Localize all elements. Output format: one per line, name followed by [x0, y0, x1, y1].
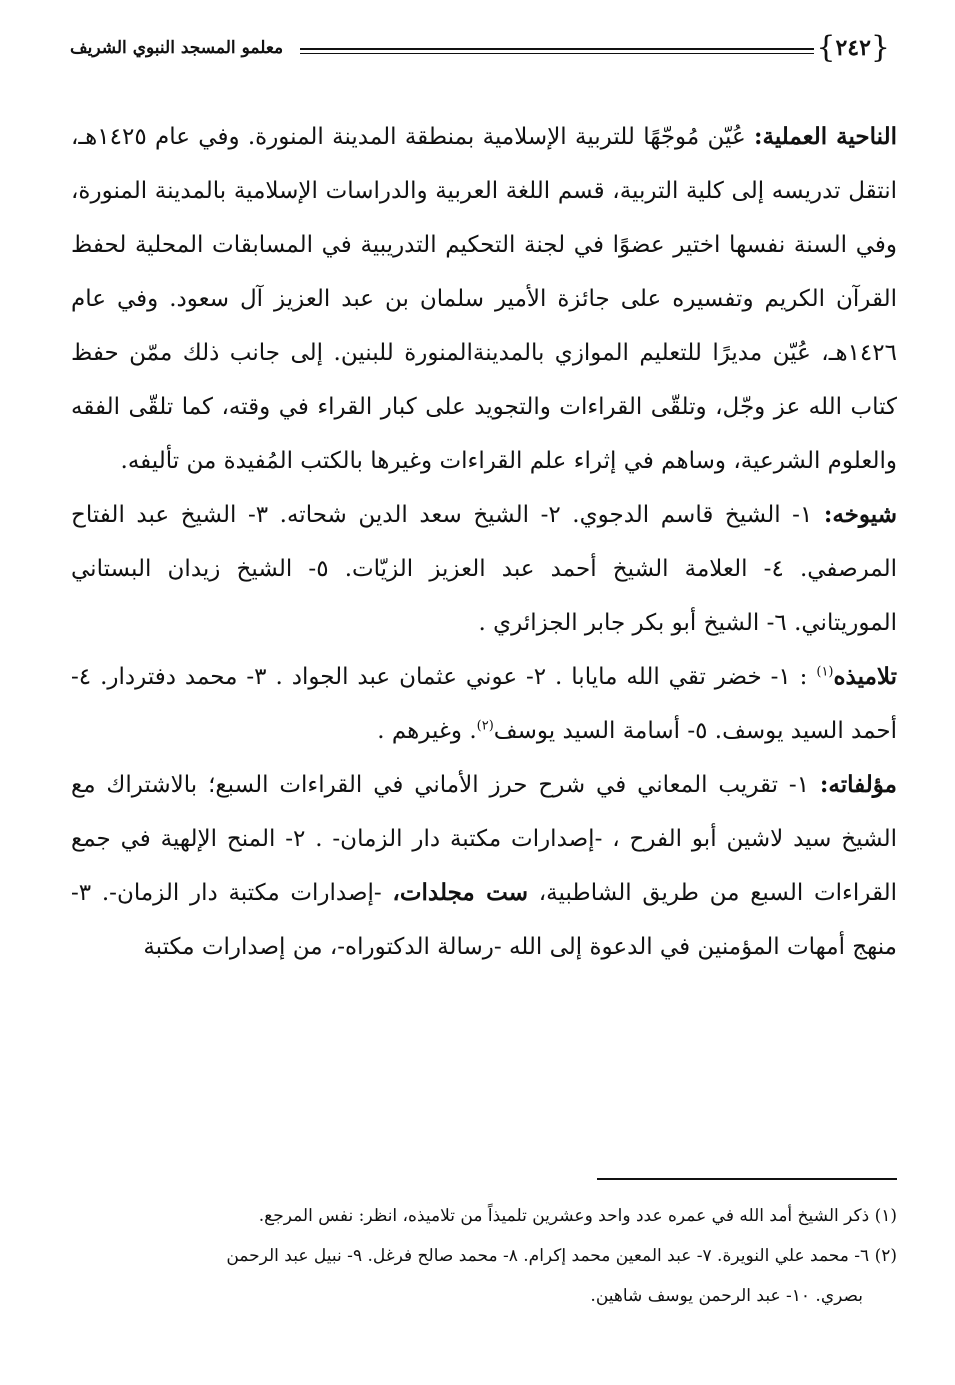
- footnote-ref-1[interactable]: (١): [816, 664, 834, 680]
- works-heading: مؤلفاته:: [819, 771, 897, 798]
- works-text-a: ١- تقريب المعاني في شرح حرز الأماني في القراءات السبع؛ بالاشتراك مع الشيخ سيد لاشين أبو الفرح ، -إصدارات مكتبة دار الزمان- . ٢- المنح الإلهية في جمع القراءات السبع من طريق الشاطبية،: [71, 772, 897, 906]
- footnote-2-continued: بصري. ١٠- عبد الرحمن يوسف شاهين.: [590, 1286, 863, 1306]
- right-brace: }: [816, 30, 836, 65]
- students-text-a: : ١- خضر تقي الله مايابا . ٢- عوني عثمان عبد الجواد . ٣- محمد دفتردار. ٤- أحمد السيد يوسف. ٥- أسامة السيد يوسف: [71, 664, 897, 744]
- students-paragraph: [71, 650, 897, 758]
- main-text: [71, 110, 897, 974]
- students-text-b: . وغيرهم .: [377, 718, 477, 744]
- practical-paragraph: [71, 110, 897, 488]
- practical-heading: الناحية العملية:: [754, 123, 897, 150]
- works-volumes: ست مجلدات،: [392, 879, 529, 906]
- page-number: [806, 30, 900, 66]
- teachers-text: ١- الشيخ قاسم الدجوي. ٢- الشيخ سعد الدين شحاته. ٣- الشيخ عبد الفتاح المرصفي. ٤- العلامة الشيخ أحمد عبد العزيز الزيّات. ٥- الشيخ زيدان البستاني الموريتاني. ٦- الشيخ أبو بكر جابر الجزائري .: [71, 502, 897, 636]
- footnote-ref-2[interactable]: (٢): [476, 718, 494, 734]
- teachers-paragraph: [71, 488, 897, 650]
- left-brace: {: [870, 30, 890, 65]
- students-heading: تلاميذه: [833, 663, 898, 690]
- footnote-separator: [597, 1178, 897, 1180]
- running-title: معلمو المسجد النبوي الشريف: [70, 38, 284, 58]
- practical-text: عُيّن مُوجّهًا للتربية الإسلامية بمنطقة المدينة المنورة. وفي عام ١٤٢٥هـ، انتقل تدريسه إلى كلية التربية، قسم اللغة العربية والدراسات الإسلامية بالمدينة المنورة، وفي السنة نفسها اختير عضوًا في لجنة التحكيم التدريبية في المسابقات المحلية لحفظ القرآن الكريم وتفسيره على جائزة الأمير سلمان بن عبد العزيز آل سعود. وفي عام ١٤٢٦هـ، عُيّن مديرًا للتعليم الموازي بالمدينةالمنورة للبنين. إلى جانب ذلك ممّن حفظ كتاب الله عز وجّل، وتلقّى القراءات والتجويد على كبار القراء في وقته، كما تلقّى الفقه والعلوم الشرعية، وساهم في إثراء علم القراءات وغيرها بالكتب المُفيدة من تأليفه.: [71, 124, 897, 474]
- footnote-1: (١) ذكر الشيخ أمد الله في عمره عدد واحد وعشرين تلميذاً من تلاميذه، انظر: نفس المرجع.: [258, 1206, 897, 1226]
- works-text-b: -إصدارات مكتبة دار الزمان-. ٣- منهج أمهات المؤمنين في الدعوة إلى الله -رسالة الدكتوراه-، من إصدارات مكتبة: [71, 880, 897, 960]
- page-number-value: ٢٤٢: [835, 35, 871, 61]
- footnotes: [71, 1196, 897, 1316]
- teachers-heading: شيوخه:: [823, 501, 897, 528]
- header-rule: [300, 48, 814, 54]
- footnote-2: (٢) ٦- محمد علي النويرة. ٧- عبد المعين محمد إكرام. ٨- محمد صالح فرغل. ٩- نبيل عبد الرحمن: [226, 1246, 897, 1266]
- running-header: [70, 28, 900, 72]
- works-paragraph: [71, 758, 897, 974]
